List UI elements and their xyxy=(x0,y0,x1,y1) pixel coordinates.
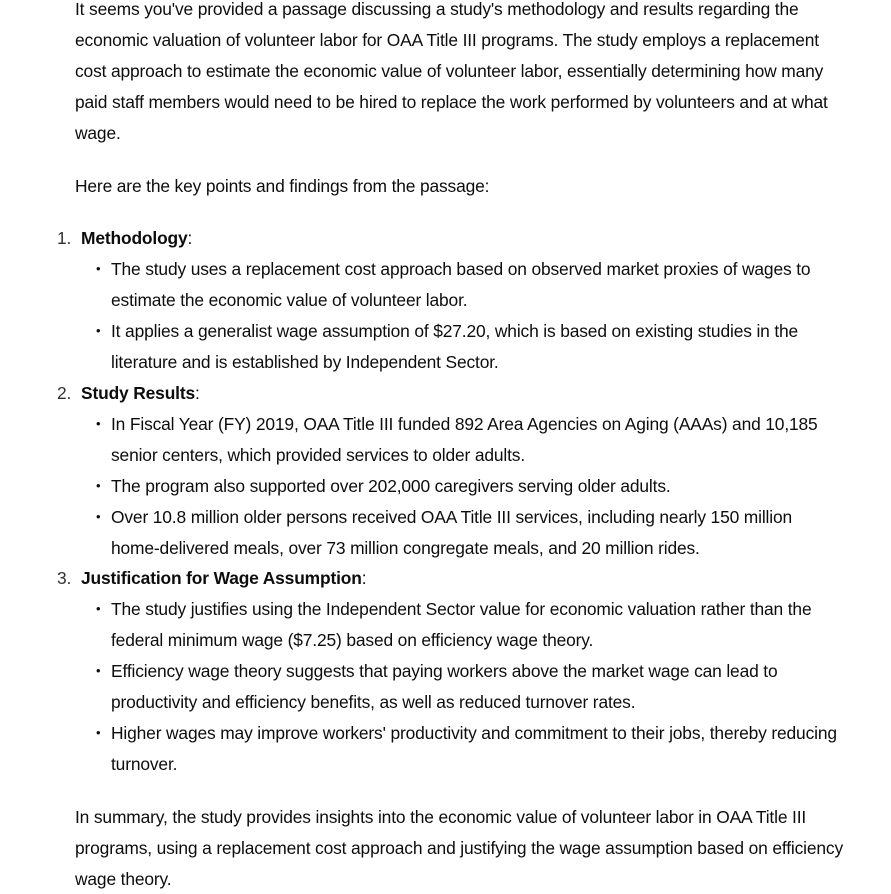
bullet-item xyxy=(81,594,845,656)
section-item: 3. Justification for Wage Assumption: • The study justifies using the Independent Sector value for economic valuation rather than the federal minimum wage ($7.25) based on efficiency wage theory. • Efficiency wage theory suggests that paying workers above the market wage can lead to productivity and efficiency benefits, as well as reduced turnover rates. • Higher wages may improve workers' productivity and commitment to their jobs, thereby reducing turnover. xyxy=(75,563,845,779)
bullet-text: It applies a generalist wage assumption of $27.20, which is based on existing studies in the literature and is established by Independent Sector. xyxy=(111,321,799,373)
bullet-dot-icon: • xyxy=(96,261,101,277)
bullet-dot-icon: • xyxy=(96,415,101,431)
bullet-item xyxy=(81,656,845,718)
bullet-dot-icon: • xyxy=(96,724,101,740)
bullet-text: In Fiscal Year (FY) 2019, OAA Title III funded 892 Area Agencies on Aging (AAAs) and 10,185 senior centers, which provided services to older adults. xyxy=(111,413,818,465)
bullet-dot-icon: • xyxy=(96,477,101,493)
bullet-item xyxy=(81,254,845,316)
summary-paragraph: In summary, the study provides insights into the economic value of volunteer labor in OAA Title III programs, using a replacement cost approach and justifying the wage assumption based on efficiency wage theory. xyxy=(75,806,844,889)
section-title: Methodology xyxy=(81,228,188,249)
key-points-list xyxy=(57,223,845,779)
section-number: 1. xyxy=(57,228,72,249)
bullet-list xyxy=(81,409,845,564)
bullet-item xyxy=(81,502,845,564)
bullet-dot-icon: • xyxy=(96,601,101,617)
bullet-list xyxy=(81,254,845,378)
bullet-item xyxy=(81,316,845,378)
bullet-dot-icon: • xyxy=(96,663,101,679)
bullet-text: The study uses a replacement cost approach based on observed market proxies of wages to estimate the economic value of volunteer labor. xyxy=(111,259,811,311)
section-title: Justification for Wage Assumption xyxy=(81,568,362,589)
bullet-text: Higher wages may improve workers' productivity and commitment to their jobs, thereby reducing turnover. xyxy=(111,722,837,774)
bullet-list xyxy=(81,594,845,779)
section-item: 2. Study Results: • In Fiscal Year (FY) 2019, OAA Title III funded 892 Area Agencies on Aging (AAAs) and 10,185 senior centers, which provided services to older adults. • The program also supported over 202,000 caregivers serving older adults. • Over 10.8 million older persons received OAA Title III services, including nearly 150 million home-delivered meals, over 73 million congregate meals, and 20 million rides. xyxy=(75,378,845,563)
bullet-item xyxy=(81,718,845,780)
bullet-text: Efficiency wage theory suggests that paying workers above the market wage can lead to productivity and efficiency benefits, as well as reduced turnover rates. xyxy=(111,661,778,713)
bullet-item xyxy=(81,409,845,471)
chat-response xyxy=(57,0,845,894)
bullet-text: The study justifies using the Independent Sector value for economic valuation rather than the federal minimum wage ($7.25) based on efficiency wage theory. xyxy=(111,599,812,651)
bullet-text: The program also supported over 202,000 caregivers serving older adults. xyxy=(111,475,671,496)
section-number: 3. xyxy=(57,568,72,589)
bullet-dot-icon: • xyxy=(96,323,101,339)
section-item: 1. Methodology: • The study uses a replacement cost approach based on observed market proxies of wages to estimate the economic value of volunteer labor. • It applies a generalist wage assumption of $27.20, which is based on existing studies in the literature and is established by Independent Sector. xyxy=(75,223,845,378)
bullet-item xyxy=(81,471,845,502)
bullet-dot-icon: • xyxy=(96,508,101,524)
bullet-text: Over 10.8 million older persons received OAA Title III services, including nearly 150 million home-delivered meals, over 73 million congregate meals, and 20 million rides. xyxy=(111,506,793,558)
section-number: 2. xyxy=(57,382,72,403)
section-title: Study Results xyxy=(81,382,196,403)
intro-paragraph: It seems you've provided a passage discussing a study's methodology and results regarding the economic valuation of volunteer labor for OAA Title III programs. The study employs a replacement cost approach to estimate the economic value of volunteer labor, essentially determining how many paid staff members would need to be hired to replace the work performed by volunteers and at what wage. xyxy=(75,0,828,143)
lead-paragraph: Here are the key points and findings from the passage: xyxy=(75,175,490,196)
